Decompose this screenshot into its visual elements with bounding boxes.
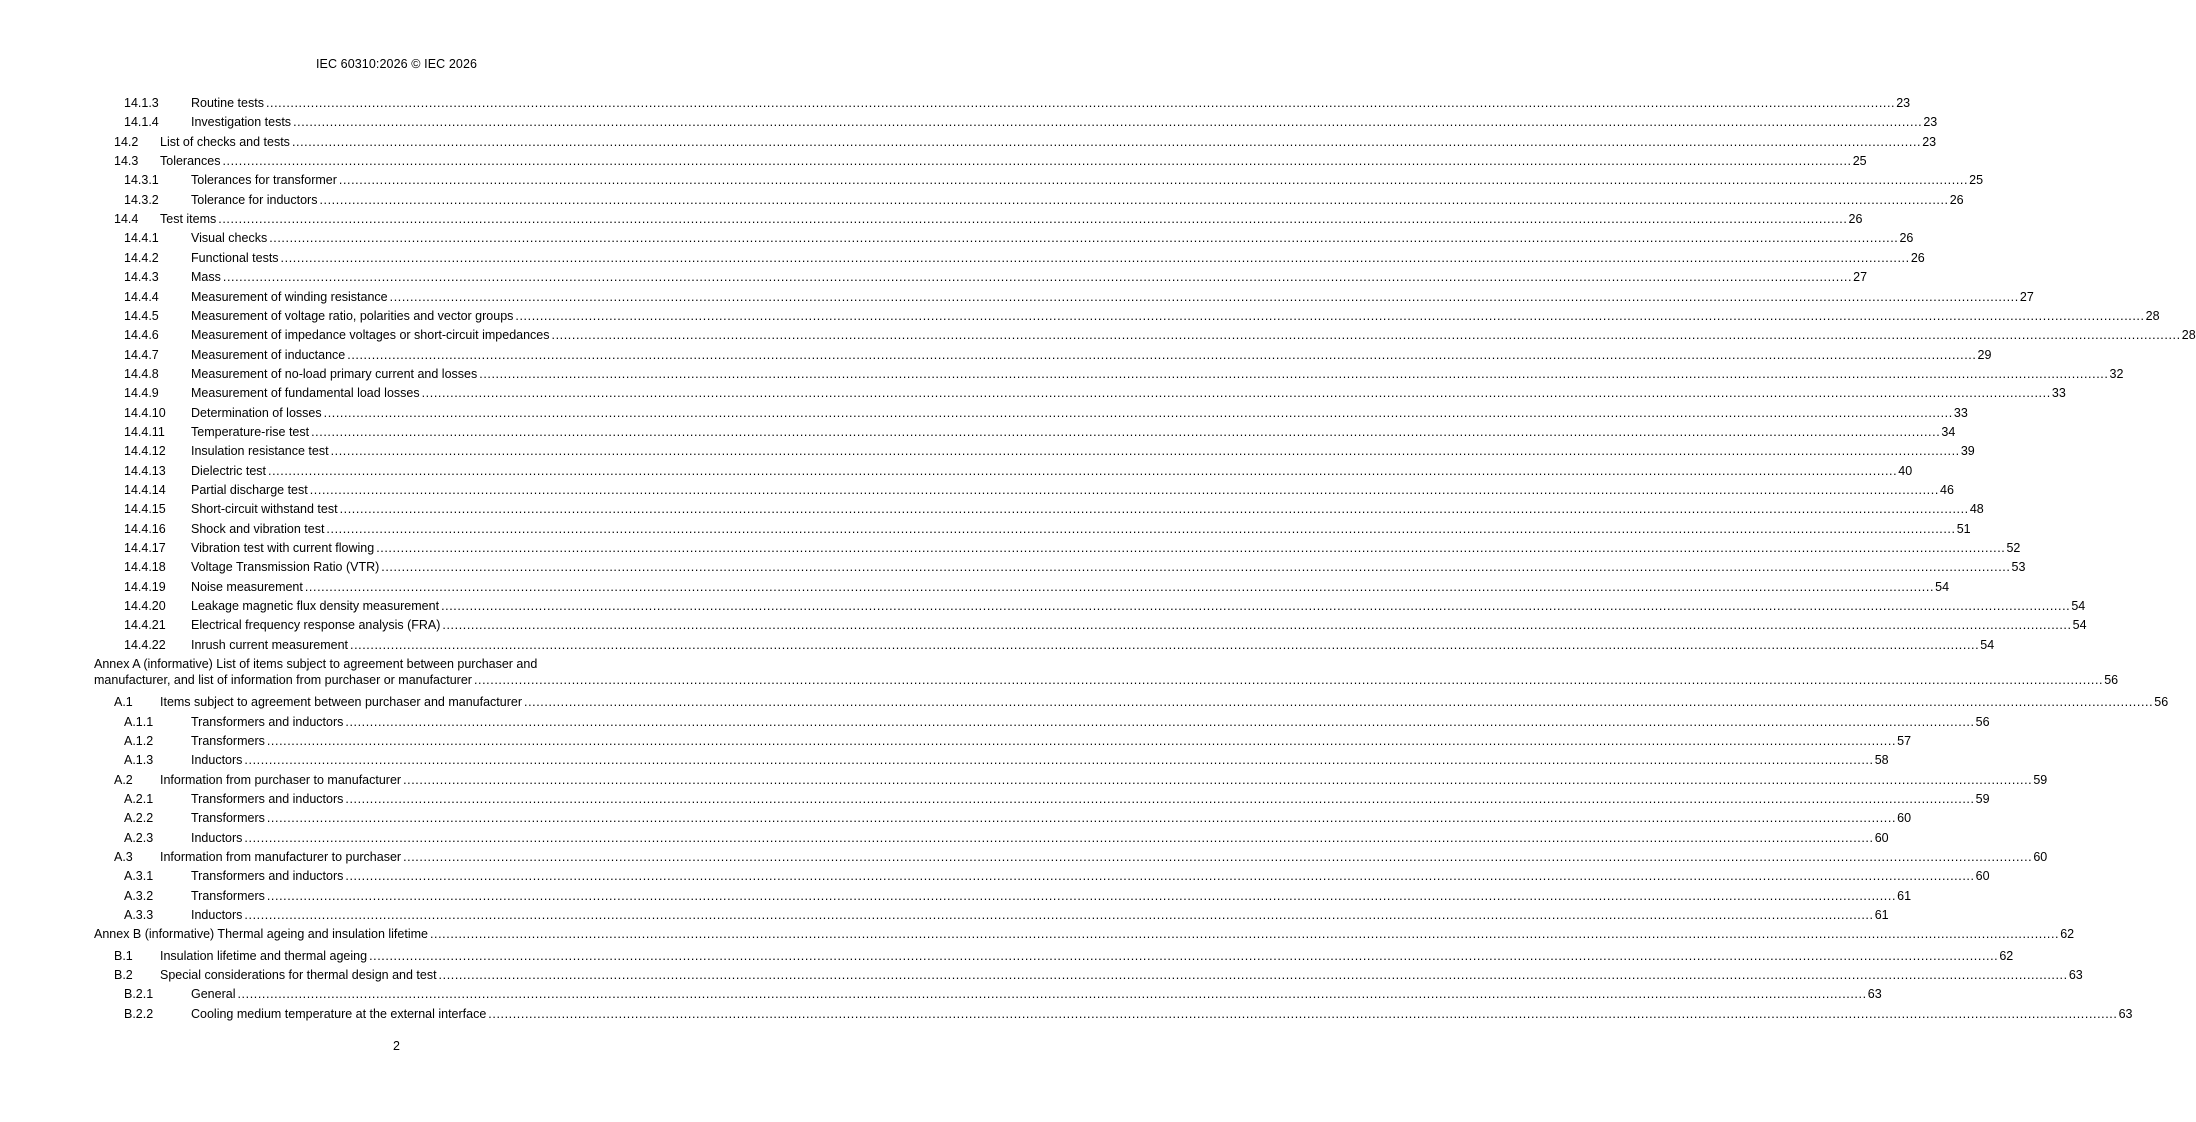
toc-entry-title: Information from manufacturer to purchaser: [160, 849, 402, 864]
toc-entry-page: 60: [2033, 849, 2048, 864]
toc-entry-title: Measurement of no-load primary current and losses: [191, 366, 478, 381]
toc-entry-title: Inductors: [191, 753, 243, 768]
toc-entry-number: A.1.1: [124, 714, 154, 729]
annex-b-title: Annex B (informative) Thermal ageing and insulation lifetime: [94, 927, 428, 942]
toc-entry-title: Transformers and inductors: [191, 714, 344, 729]
toc-entry-title: Partial discharge test: [191, 483, 308, 497]
page-header: IEC 60310:2026 © IEC 2026: [315, 57, 478, 71]
toc-entry-page: 26: [1910, 250, 1925, 265]
toc-entry[interactable]: [0, 693, 2169, 711]
toc-entry-title: Temperature-rise test: [191, 424, 310, 439]
toc-entry-page: 62: [1999, 948, 2014, 963]
toc-entry[interactable]: [0, 404, 1968, 422]
toc-entry-title: Transformers: [191, 888, 265, 903]
toc-entry-title: Leakage magnetic flux density measurement: [191, 599, 440, 614]
toc-entry-page: 60: [1897, 811, 1912, 826]
toc-entry-number: 14.4.20: [124, 599, 166, 614]
annex-a-title-line1: Annex A (informative) List of items subject to agreement between purchaser and: [94, 657, 538, 672]
dot-leader: ................................................................................................................................................................................................................................................................................................................................................................................................................: [551, 328, 2181, 343]
toc-entry-title: Measurement of impedance voltages or short-circuit impedances: [191, 328, 550, 343]
toc-entry-title: Tolerances: [160, 154, 221, 169]
dot-leader: ................................................................................................................................................................................................................................................................................................................................................................................................................: [291, 134, 1922, 149]
toc-entry-number: 14.4.4: [124, 289, 159, 304]
toc-entry-title: General: [191, 987, 236, 1002]
toc-entry[interactable]: [0, 771, 2048, 789]
toc-entry-number: 14.1.4: [124, 115, 159, 130]
toc-entry-page: 32: [2109, 366, 2124, 381]
toc-entry[interactable]: [0, 462, 1913, 480]
toc-entry-number: 14.4.17: [124, 541, 166, 556]
toc-entry-page: 59: [1975, 791, 1990, 806]
toc-entry[interactable]: [0, 288, 2034, 306]
dot-leader: ................................................................................................................................................................................................................................................................................................................................................................................................................: [403, 849, 2033, 864]
toc-entry[interactable]: [0, 307, 2160, 325]
toc-entry-title: Visual checks: [191, 231, 268, 246]
toc-entry-number: 14.4.2: [124, 250, 159, 265]
toc-entry-number: 14.3: [114, 154, 139, 169]
toc-entry-title: Transformers and inductors: [191, 869, 344, 884]
dot-leader: ................................................................................................................................................................................................................................................................................................................................................................................................................: [244, 830, 1874, 845]
dot-leader: ................................................................................................................................................................................................................................................................................................................................................................................................................: [323, 405, 1953, 420]
toc-entry[interactable]: [0, 578, 1950, 596]
dot-leader: ................................................................................................................................................................................................................................................................................................................................................................................................................: [280, 250, 1910, 265]
toc-entry[interactable]: [0, 133, 1937, 151]
toc-entry-title: Voltage Transmission Ratio (VTR): [191, 560, 380, 575]
toc-entry-page: 63: [1867, 987, 1882, 1002]
toc-entry[interactable]: [0, 597, 2086, 615]
toc-entry-number: A.3: [114, 849, 133, 864]
toc-entry[interactable]: [0, 966, 2083, 984]
dot-leader: ................................................................................................................................................................................................................................................................................................................................................................................................................: [237, 987, 1867, 1002]
toc-entry-title: Items subject to agreement between purchaser and manufacturer: [160, 695, 523, 710]
toc-entry[interactable]: [0, 500, 1984, 518]
dot-leader: ................................................................................................................................................................................................................................................................................................................................................................................................................: [330, 444, 1960, 459]
toc-entry-title: Dielectric test: [191, 463, 267, 478]
toc-entry-page: 62: [2060, 927, 2075, 942]
dot-leader: ................................................................................................................................................................................................................................................................................................................................................................................................................: [339, 502, 1969, 517]
toc-entry-title: Measurement of voltage ratio, polarities and vector groups: [191, 308, 514, 323]
toc-entry-title: Tolerances for transformer: [191, 173, 337, 188]
dot-leader: ................................................................................................................................................................................................................................................................................................................................................................................................................: [293, 115, 1923, 130]
toc-entry-title: Noise measurement: [191, 579, 303, 594]
toc-entry-title: Inductors: [191, 830, 243, 845]
dot-leader: ................................................................................................................................................................................................................................................................................................................................................................................................................: [311, 424, 1941, 439]
toc-entry-number: 14.1.3: [124, 96, 159, 110]
toc-entry-page: 54: [1935, 579, 1950, 594]
toc-entry[interactable]: [0, 1005, 2133, 1023]
toc-entry-page: 54: [1980, 637, 1995, 652]
toc-entry[interactable]: [0, 346, 1992, 364]
toc-entry-page: 56: [2154, 695, 2169, 710]
toc-entry-page: 33: [2051, 386, 2066, 401]
toc-entry-title: Routine tests: [191, 96, 264, 110]
dot-leader: ................................................................................................................................................................................................................................................................................................................................................................................................................: [421, 386, 2051, 401]
toc-entry-page: 23: [1923, 115, 1938, 130]
toc-entry-number: 14.4.12: [124, 444, 166, 459]
toc-entry-title: Mass: [191, 270, 221, 285]
toc-entry-page: 54: [2071, 599, 2086, 614]
toc-entry-number: 14.4.19: [124, 579, 166, 594]
toc-entry-number: B.2.2: [124, 1006, 154, 1021]
toc-entry-title: Special considerations for thermal design and test: [160, 968, 437, 983]
toc-entry-number: 14.4.7: [124, 347, 159, 362]
toc-entry-page: 61: [1874, 908, 1889, 922]
toc-entry-title: Information from purchaser to manufacturer: [160, 772, 402, 787]
annex-a-title-line2: manufacturer, and list of information from purchaser or manufacturer: [94, 673, 472, 688]
toc-entry[interactable]: [0, 790, 1990, 808]
toc-entry-page: 54: [2072, 618, 2087, 633]
toc-entry-number: A.3.2: [124, 888, 154, 903]
toc-entry-title: Cooling medium temperature at the external interface: [191, 1006, 487, 1021]
dot-leader: ................................................................................................................................................................................................................................................................................................................................................................................................................: [441, 599, 2071, 614]
dot-leader: ................................................................................................................................................................................................................................................................................................................................................................................................................: [244, 753, 1874, 768]
toc-entry[interactable]: [0, 171, 1984, 189]
toc-entry-page: 61: [1897, 888, 1912, 903]
toc-entry[interactable]: [0, 713, 1990, 731]
toc-entry[interactable]: [0, 210, 1863, 228]
toc-entry[interactable]: [0, 268, 1868, 286]
toc-entry[interactable]: [0, 94, 1911, 112]
toc-entry-page: 26: [1949, 192, 1964, 207]
toc-entry-title: List of checks and tests: [160, 134, 290, 149]
toc-entry-number: B.1: [114, 948, 133, 963]
toc-entry[interactable]: [0, 829, 1889, 847]
toc-entry-page: 28: [2145, 308, 2160, 323]
toc-entry-number: 14.4.5: [124, 308, 159, 323]
page-number: 2: [393, 1039, 400, 1053]
toc-entry-page: 26: [1848, 212, 1863, 227]
dot-leader: ................................................................................................................................................................................................................................................................................................................................................................................................................: [326, 521, 1956, 536]
toc-entry[interactable]: [0, 442, 1975, 460]
toc-entry-number: B.2.1: [124, 987, 154, 1002]
dot-leader: ................................................................................................................................................................................................................................................................................................................................................................................................................: [350, 637, 1980, 652]
toc-entry-page: 46: [1940, 483, 1954, 497]
toc-entry[interactable]: [0, 636, 1995, 654]
dot-leader: ................................................................................................................................................................................................................................................................................................................................................................................................................: [266, 888, 1897, 903]
toc-entry-number: A.2.2: [124, 811, 154, 826]
toc-entry-title: Determination of losses: [191, 405, 322, 420]
toc-entry-number: 14.4.21: [124, 618, 166, 633]
toc-entry-number: A.1.3: [124, 753, 154, 768]
toc-entry-page: 29: [1977, 347, 1992, 362]
toc-entry-page: 56: [1975, 714, 1990, 729]
dot-leader: ................................................................................................................................................................................................................................................................................................................................................................................................................: [222, 270, 1853, 285]
dot-leader: ................................................................................................................................................................................................................................................................................................................................................................................................................: [473, 673, 2104, 688]
toc-entry-number: 14.4.6: [124, 328, 159, 343]
toc-entry-number: 14.4: [114, 212, 139, 227]
toc-entry[interactable]: [0, 423, 1956, 441]
toc-entry-page: 25: [1852, 154, 1867, 169]
toc-entry[interactable]: [0, 152, 1867, 170]
dot-leader: ................................................................................................................................................................................................................................................................................................................................................................................................................: [304, 579, 1935, 594]
toc-entry-title: Transformers: [191, 811, 265, 826]
dot-leader: ................................................................................................................................................................................................................................................................................................................................................................................................................: [345, 714, 1975, 729]
toc-entry-title: Investigation tests: [191, 115, 292, 130]
dot-leader: ................................................................................................................................................................................................................................................................................................................................................................................................................: [403, 772, 2033, 787]
toc-entry-page: 27: [2019, 289, 2034, 304]
dot-leader: ................................................................................................................................................................................................................................................................................................................................................................................................................: [266, 733, 1897, 748]
toc-entry-number: 14.4.14: [124, 483, 166, 497]
toc-entry[interactable]: [0, 229, 1914, 247]
dot-leader: ................................................................................................................................................................................................................................................................................................................................................................................................................: [442, 618, 2072, 633]
annex-b-heading[interactable]: [94, 925, 2075, 943]
toc-entry-number: 14.4.3: [124, 270, 159, 285]
toc-entry-page: 56: [2104, 673, 2119, 688]
toc-entry-number: A.2.1: [124, 791, 154, 806]
toc-entry-page: 40: [1898, 463, 1913, 478]
toc-entry-number: A.3.1: [124, 869, 154, 884]
toc-entry-number: 14.3.1: [124, 173, 159, 188]
dot-leader: ................................................................................................................................................................................................................................................................................................................................................................................................................: [376, 541, 2006, 556]
toc-entry-page: 33: [1953, 405, 1968, 420]
toc-entry[interactable]: [0, 249, 1925, 267]
toc-entry-page: 34: [1941, 424, 1956, 439]
dot-leader: ................................................................................................................................................................................................................................................................................................................................................................................................................: [222, 154, 1852, 169]
dot-leader: ................................................................................................................................................................................................................................................................................................................................................................................................................: [244, 908, 1874, 922]
dot-leader: ................................................................................................................................................................................................................................................................................................................................................................................................................: [369, 948, 1999, 963]
dot-leader: ................................................................................................................................................................................................................................................................................................................................................................................................................: [524, 695, 2154, 710]
toc-entry-page: 59: [2033, 772, 2048, 787]
toc-entry-title: Electrical frequency response analysis (FRA): [191, 618, 441, 633]
dot-leader: ................................................................................................................................................................................................................................................................................................................................................................................................................: [319, 192, 1949, 207]
toc-entry-page: 27: [1853, 270, 1868, 285]
toc-entry-title: Inrush current measurement: [191, 637, 349, 652]
toc-entry-number: 14.4.8: [124, 366, 159, 381]
dot-leader: ................................................................................................................................................................................................................................................................................................................................................................................................................: [309, 483, 1939, 497]
toc-entry-title: Test items: [160, 212, 217, 227]
toc-entry-number: 14.4.11: [124, 424, 165, 439]
toc-entry[interactable]: [0, 539, 2021, 557]
toc-entry[interactable]: [0, 384, 2066, 402]
dot-leader: ................................................................................................................................................................................................................................................................................................................................................................................................................: [488, 1006, 2118, 1021]
toc-entry-page: 51: [1956, 521, 1971, 536]
toc-entry-title: Transformers and inductors: [191, 791, 344, 806]
toc-entry[interactable]: [0, 906, 1889, 924]
dot-leader: ................................................................................................................................................................................................................................................................................................................................................................................................................: [345, 869, 1975, 884]
toc-entry-title: Functional tests: [191, 250, 279, 265]
toc-entry-title: Inductors: [191, 908, 243, 922]
toc-entry-page: 58: [1874, 753, 1889, 768]
toc-entry-number: 14.4.9: [124, 386, 159, 401]
toc-entry-page: 60: [1975, 869, 1990, 884]
toc-entry-number: 14.4.13: [124, 463, 166, 478]
toc-entry-title: Insulation resistance test: [191, 444, 329, 459]
dot-leader: ................................................................................................................................................................................................................................................................................................................................................................................................................: [347, 347, 1977, 362]
dot-leader: ................................................................................................................................................................................................................................................................................................................................................................................................................: [266, 811, 1897, 826]
toc-entry[interactable]: [0, 732, 1912, 750]
toc-entry[interactable]: [0, 887, 1912, 905]
toc-entry[interactable]: [0, 848, 2048, 866]
toc-entry-number: A.1.2: [124, 733, 154, 748]
toc-entry[interactable]: [0, 985, 1882, 1003]
toc-entry-number: 14.4.10: [124, 405, 166, 420]
toc-entry-title: Tolerance for inductors: [191, 192, 318, 207]
toc-entry[interactable]: [0, 751, 1889, 769]
dot-leader: ................................................................................................................................................................................................................................................................................................................................................................................................................: [515, 308, 2145, 323]
toc-entry-page: 23: [1896, 96, 1911, 110]
dot-leader: ................................................................................................................................................................................................................................................................................................................................................................................................................: [338, 173, 1969, 188]
dot-leader: ................................................................................................................................................................................................................................................................................................................................................................................................................: [479, 366, 2109, 381]
dot-leader: ................................................................................................................................................................................................................................................................................................................................................................................................................: [389, 289, 2019, 304]
annex-a-heading[interactable]: [94, 656, 2119, 690]
toc-entry-number: 14.4.22: [124, 637, 166, 652]
toc-entry-number: A.2.3: [124, 830, 154, 845]
toc-entry-title: Transformers: [191, 733, 265, 748]
toc-entry[interactable]: [0, 809, 1912, 827]
toc-entry[interactable]: [0, 558, 2026, 576]
toc-entry-number: 14.4.18: [124, 560, 166, 575]
toc-entry-number: A.1: [114, 695, 133, 710]
toc-entry-page: 57: [1897, 733, 1912, 748]
toc-entry[interactable]: [0, 365, 2124, 383]
toc-entry[interactable]: [0, 520, 1971, 538]
toc-entry[interactable]: [0, 481, 1954, 499]
dot-leader: ................................................................................................................................................................................................................................................................................................................................................................................................................: [269, 231, 1899, 246]
toc-entry-page: 60: [1874, 830, 1889, 845]
toc-entry-title: Vibration test with current flowing: [191, 541, 375, 556]
toc-entry-title: Short-circuit withstand test: [191, 502, 338, 517]
toc-entry-page: 53: [2011, 560, 2026, 575]
toc-entry-number: 14.4.1: [124, 231, 159, 246]
toc-entry-title: Shock and vibration test: [191, 521, 325, 536]
toc-entry-title: Measurement of fundamental load losses: [191, 386, 420, 401]
toc-entry[interactable]: [0, 113, 1938, 131]
toc-entry-number: 14.4.16: [124, 521, 166, 536]
toc-entry-number: A.3.3: [124, 908, 154, 922]
toc-entry-title: Measurement of inductance: [191, 347, 346, 362]
dot-leader: ................................................................................................................................................................................................................................................................................................................................................................................................................: [218, 212, 1848, 227]
toc-entry[interactable]: [0, 616, 2087, 634]
toc-entry-number: 14.2: [114, 134, 139, 149]
toc-entry[interactable]: [0, 867, 1990, 885]
dot-leader: ................................................................................................................................................................................................................................................................................................................................................................................................................: [345, 791, 1975, 806]
toc-entry[interactable]: [0, 947, 2014, 965]
toc-entry-number: B.2: [114, 968, 133, 983]
toc-entry-title: Insulation lifetime and thermal ageing: [160, 948, 368, 963]
toc-entry-page: 26: [1899, 231, 1914, 246]
toc-entry-number: 14.3.2: [124, 192, 159, 207]
toc-entry-page: 63: [2118, 1006, 2133, 1021]
dot-leader: ................................................................................................................................................................................................................................................................................................................................................................................................................: [268, 463, 1898, 478]
toc-entry-title: Measurement of winding resistance: [191, 289, 388, 304]
toc-entry-page: 28: [2181, 328, 2196, 343]
toc-entry-page: 63: [2068, 968, 2083, 983]
toc-entry-page: 48: [1969, 502, 1984, 517]
dot-leader: ................................................................................................................................................................................................................................................................................................................................................................................................................: [381, 560, 2011, 575]
toc-entry-page: 25: [1969, 173, 1984, 188]
toc-entry-page: 39: [1960, 444, 1975, 459]
dot-leader: ................................................................................................................................................................................................................................................................................................................................................................................................................: [438, 968, 2068, 983]
toc-entry[interactable]: [0, 191, 1964, 209]
dot-leader: ................................................................................................................................................................................................................................................................................................................................................................................................................: [265, 96, 1896, 110]
toc-entry[interactable]: [0, 326, 2196, 344]
toc-entry-number: A.2: [114, 772, 133, 787]
toc-entry-page: 52: [2006, 541, 2021, 556]
toc-entry-number: 14.4.15: [124, 502, 166, 517]
toc-entry-page: 23: [1922, 134, 1937, 149]
dot-leader: ................................................................................................................................................................................................................................................................................................................................................................................................................: [429, 927, 2060, 942]
